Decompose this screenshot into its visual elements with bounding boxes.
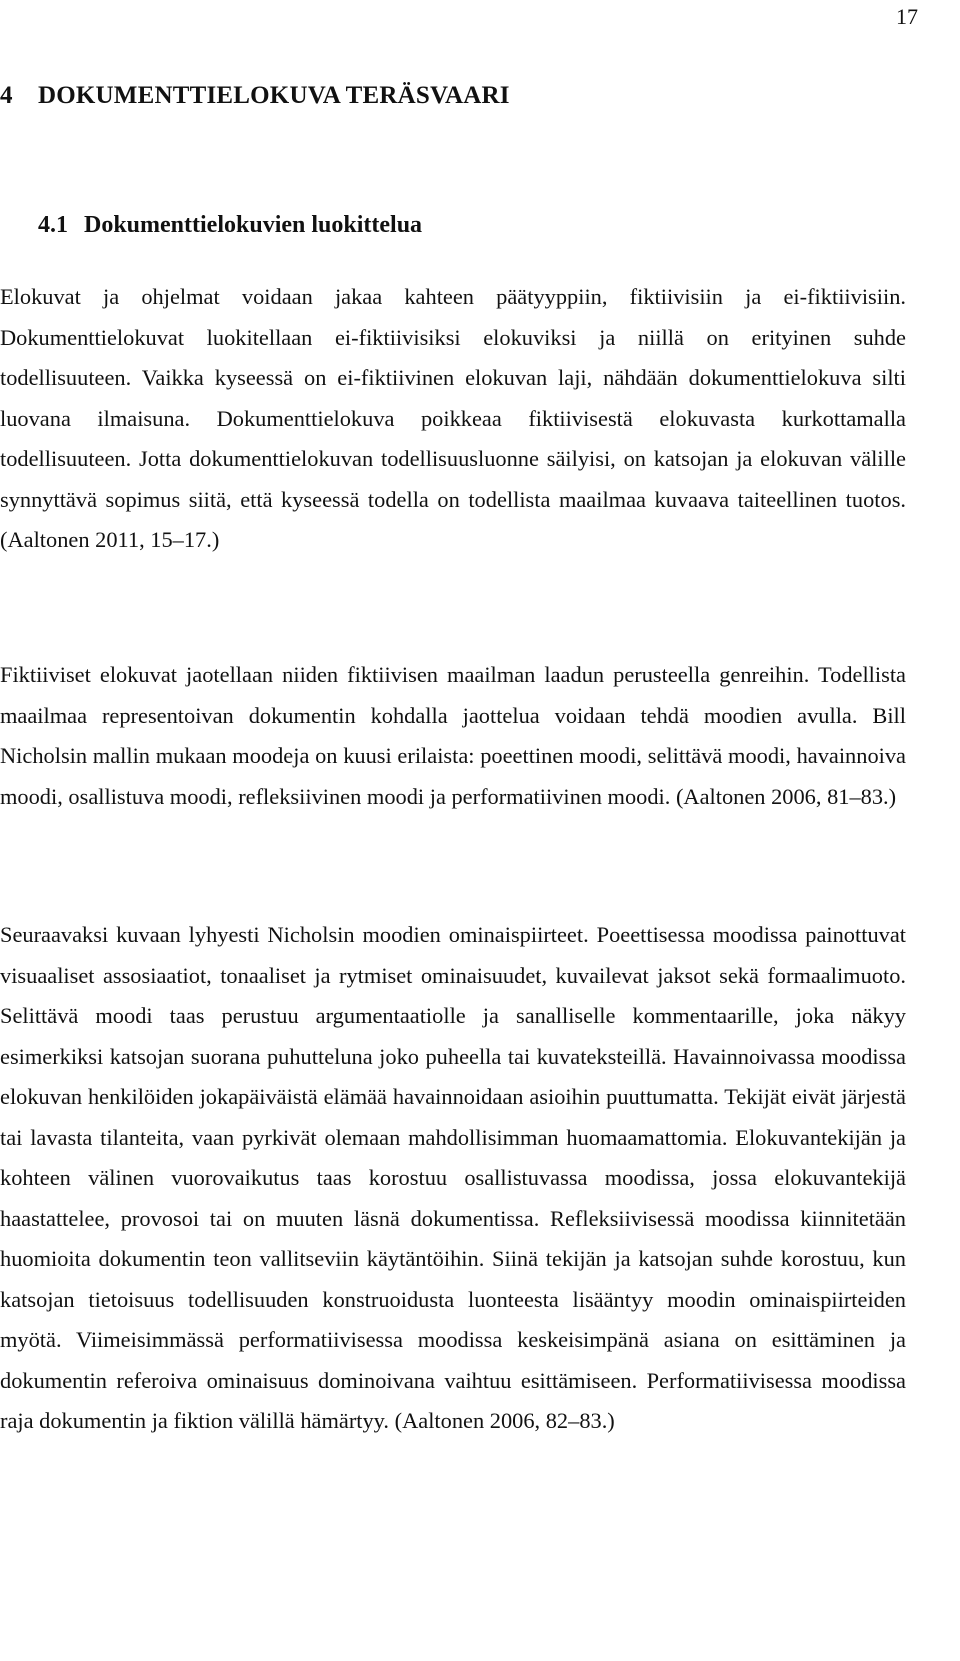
section-number: 4.1 [38,212,68,238]
body-paragraph-1: Elokuvat ja ohjelmat voidaan jakaa kahteen päätyyppiin, fiktiivisiin ja ei-fiktiivisiin. Dokumenttielokuvat luokitellaan ei-fiktiivisiksi elokuviksi ja niillä on erityinen suhde todellisuuteen. Vaikka kyseessä on ei-fiktiivinen elokuvan laji, nähdään dokumenttielokuva silti luovana ilmaisuna. Dokumenttielokuva poikkeaa fiktiivisestä elokuvasta kurkottamalla todellisuuteen. Jotta dokumenttielokuvan todellisuusluonne säilyisi, on katsojan ja elokuvan välille synnyttävä sopimus siitä, että kyseessä todella on todellista maailmaa kuvaava taiteellinen tuotos. (Aaltonen 2011, 15–17.) [0,284,906,552]
section-heading [38,212,422,239]
chapter-title: DOKUMENTTIELOKUVA TERÄSVAARI [38,82,510,109]
chapter-number: 4 [0,82,13,109]
chapter-heading [0,82,510,110]
body-paragraph-2: Fiktiiviset elokuvat jaotellaan niiden fiktiivisen maailman laadun perusteella genreihin. Todellista maailmaa representoivan dokumentin kohdalla jaottelua voidaan tehdä moodien avulla. Bill Nicholsin mallin mukaan moodeja on kuusi erilaista: poeettinen moodi, selittävä moodi, havainnoiva moodi, osallistuva moodi, refleksiivinen moodi ja performatiivinen moodi. (Aaltonen 2006, 81–83.) [0,662,906,809]
section-title: Dokumenttielokuvien luokittelua [84,212,423,238]
body-paragraph-3: Seuraavaksi kuvaan lyhyesti Nicholsin moodien ominaispiirteet. Poeettisessa moodissa painottuvat visuaaliset assosiaatiot, tonaaliset ja rytmiset ominaisuudet, kuvailevat jaksot sekä formaalimuoto. Selittävä moodi taas perustuu argumentaatiolle ja sanalliselle kommentaarille, joka näkyy esimerkiksi katsojan suorana puhutteluna joko puheella tai kuvateksteillä. Havainnoivassa moodissa elokuvan henkilöiden jokapäiväistä elämää havainnoidaan asioihin puuttumatta. Tekijät eivät järjestä tai lavasta tilanteita, vaan pyrkivät olemaan mahdollisimman huomaamattomia. Elokuvantekijän ja kohteen välinen vuorovaikutus taas korostuu osallistuvassa moodissa, jossa elokuvantekijä haastattelee, provosoi tai on muuten läsnä dokumentissa. Refleksiivisessä moodissa kiinnitetään huomioita dokumentin teon vallitseviin käytäntöihin. Siinä tekijän ja katsojan suhde korostuu, kun katsojan tietoisuus todellisuuden konstruoidusta luonteesta lisääntyy moodin ominaispiirteiden myötä. Viimeisimmässä performatiivisessa moodissa keskeisimpänä asiana on esittäminen ja dokumentin referoiva ominaisuus dominoivana vaihtuu esittämiseen. Performatiivisessa moodissa raja dokumentin ja fiktion välillä hämärtyy. (Aaltonen 2006, 82–83.) [0,922,906,1433]
page-number: 17 [896,4,918,29]
